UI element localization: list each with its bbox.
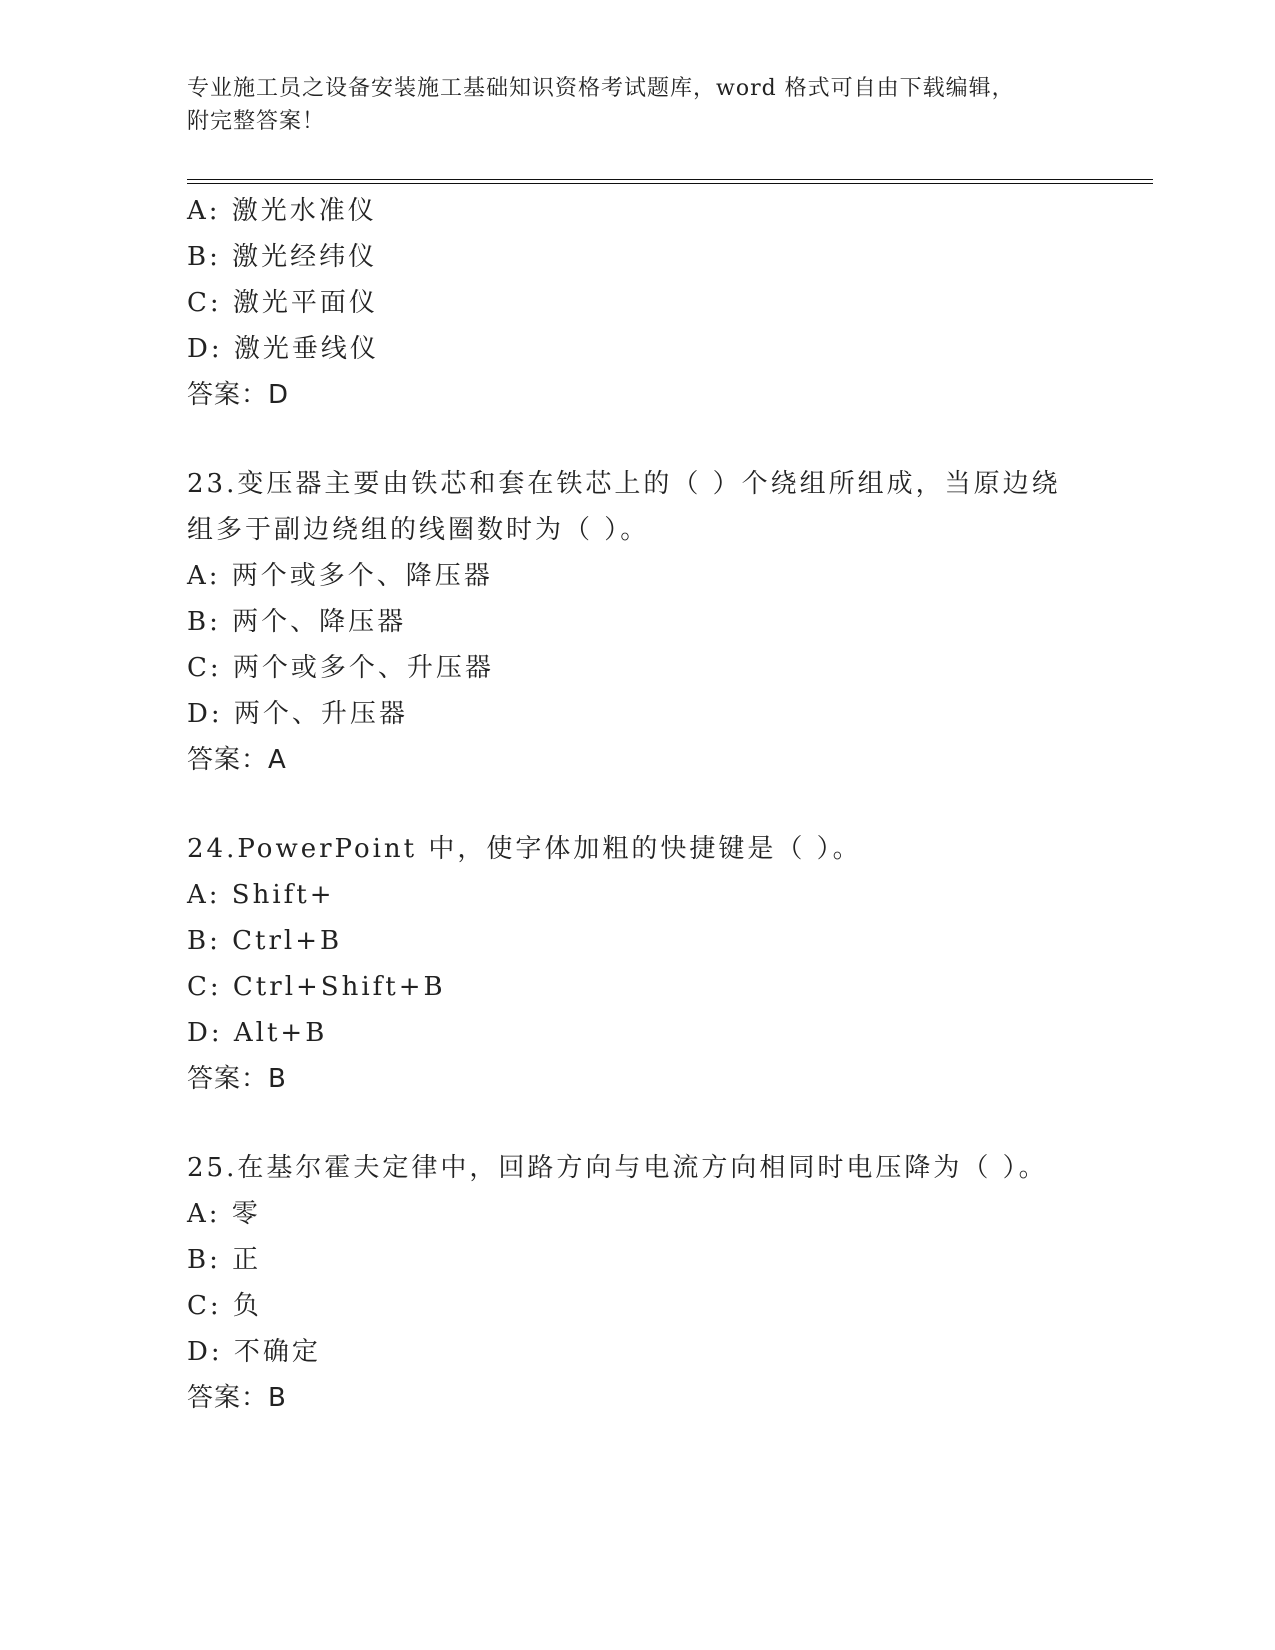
- header-line-1: 专业施工员之设备安装施工基础知识资格考试题库，word 格式可自由下载编辑，: [187, 76, 1015, 101]
- question-22: [187, 188, 1187, 418]
- question-stem: 23.变压器主要由铁芯和套在铁芯上的（ ）个绕组所组成，当原边绕: [187, 469, 1061, 499]
- document-header: [187, 72, 1087, 138]
- option-c: C: 负: [187, 1291, 262, 1321]
- answer-label: 答案：D: [187, 380, 290, 410]
- question-25: [187, 1145, 1187, 1421]
- option-a: A: 激光水准仪: [187, 196, 377, 226]
- question-stem: 25.在基尔霍夫定律中，回路方向与电流方向相同时电压降为（ ）。: [187, 1153, 1048, 1183]
- option-d: D: Alt+B: [187, 1018, 328, 1048]
- question-24: [187, 826, 1187, 1102]
- option-a: A: 两个或多个、降压器: [187, 561, 493, 591]
- option-b: B: Ctrl+B: [187, 926, 343, 956]
- question-list: [187, 188, 1187, 1421]
- option-c: C: 激光平面仪: [187, 288, 378, 318]
- question-23: [187, 461, 1187, 783]
- option-a: A: 零: [187, 1199, 261, 1229]
- question-stem-continued: 组多于副边绕组的线圈数时为（ ）。: [187, 515, 650, 545]
- option-c: C: 两个或多个、升压器: [187, 653, 494, 683]
- spacer: [187, 1102, 1187, 1145]
- answer-label: 答案：B: [187, 1064, 287, 1094]
- question-stem: 24.PowerPoint 中，使字体加粗的快捷键是（ ）。: [187, 834, 862, 864]
- option-d: D: 激光垂线仪: [187, 334, 379, 364]
- spacer: [187, 783, 1187, 826]
- option-d: D: 两个、升压器: [187, 699, 408, 729]
- answer-label: 答案：A: [187, 745, 287, 775]
- option-d: D: 不确定: [187, 1337, 321, 1367]
- header-divider-top: [187, 179, 1153, 180]
- option-b: B: 两个、降压器: [187, 607, 407, 637]
- option-c: C: Ctrl+Shift+B: [187, 972, 446, 1002]
- header-line-2: 附完整答案！: [187, 109, 326, 134]
- answer-label: 答案：B: [187, 1383, 287, 1413]
- option-a: A: Shift+: [187, 880, 335, 910]
- header-divider-bottom: [187, 183, 1153, 184]
- option-b: B: 正: [187, 1245, 262, 1275]
- option-b: B: 激光经纬仪: [187, 242, 378, 272]
- spacer: [187, 418, 1187, 461]
